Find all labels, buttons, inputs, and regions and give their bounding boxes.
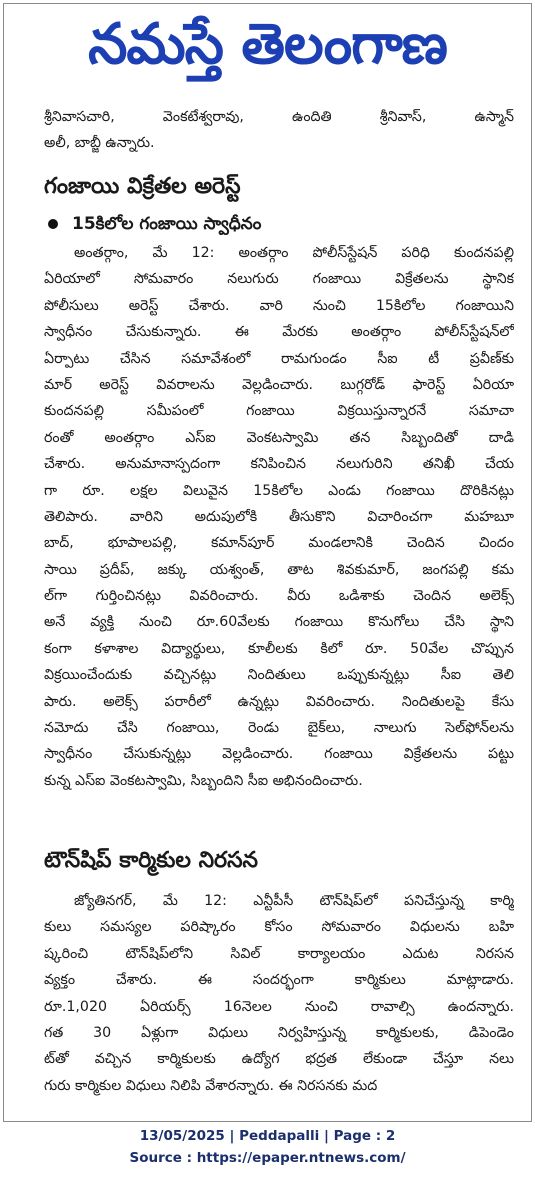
text-line: విక్రయించేందుకు వచ్చినట్లు నిందితులు ఒప్పుకున్నట్లు సీఐ తెలి [44,667,514,684]
text-line: ఏర్పాటు చేసిన సమావేశంలో రామగుండం సీఐ టీ ప్రవీణ్‌కు [44,350,514,367]
text-line: అంతర్గాం, మే 12: అంతర్గాం పోలీస్‌స్టేషన్ పరిధి కుందనపల్లి [74,245,514,261]
cut-off-text-line [44,94,514,104]
masthead-title: నమస్తే తెలంగాణ [88,12,447,77]
bullet-icon [48,219,58,229]
footer-source-link: Source : https://epaper.ntnews.com/ [129,1150,406,1166]
footer-date-edition-page: 13/05/2025 | Peddapalli | Page : 2 [139,1128,396,1144]
text-line: పోలీసులు అరెస్ట్ చేశారు. వారి నుంచి 15కిలోల గంజాయిని [44,297,514,314]
subhead-text: 15కిలోల గంజాయి స్వాధీనం [72,214,262,234]
text-line: గా రూ. లక్షల విలువైన 15కిలోల ఎండు గంజాయి దొరికినట్లు [44,482,514,499]
intro-text [44,104,514,157]
text-line: కంగా కళాశాల విద్యార్థులు, కూలీలకు కిలో రూ. 50వేల చొప్పున [44,640,514,657]
text-line: ల్‌గా గుర్తించినట్లు వివరించారు. వీరు ఒడిశాకు చెందిన అలెక్స్ [44,588,514,605]
text-line: చేశారు. అనుమానాస్పదంగా కనిపించిన నలుగురిని తనిఖీ చేయ [44,456,514,473]
article-subhead [48,211,261,237]
text-line: అలీ, బాబ్జీ ఉన్నారు. [44,135,155,152]
text-line: వ్యక్తం చేశారు. ఈ సందర్భంగా కార్మికులు మాట్లాడారు. [44,972,514,989]
text-line: ష్కరించి టౌన్‌షిప్‌లోని సివిల్ కార్యాలయం ఎదుట నిరసన [44,945,514,962]
text-line: ట్‌తో వచ్చిన కార్మికులకు ఉద్యోగ భద్రత లేకుండా చేస్తూ నలు [44,1051,514,1068]
text-line: రూ.1,020 ఏరియర్స్ 16నెలల నుంచి రావాల్సి ఉందన్నారు. [44,998,514,1015]
text-line: అనే వ్యక్తి నుంచి రూ.60వేలకు గంజాయి కొనుగోలు చేసి స్థాని [44,614,514,631]
masthead [4,4,531,86]
text-line: పారు. అలెక్స్ పరారీలో ఉన్నట్లు వివరించారు. నిందితులపై కేసు [44,693,514,710]
text-line: సాయి ప్రదీప్, జక్కు యశ్వంత్, తాట శివకుమార్, జంగపల్లి కమ [44,561,514,578]
article-headline-township-protest: టౌన్‌షిప్ కార్మికుల నిరసన [44,848,258,873]
text-line: గత 30 ఏళ్లుగా విధులు నిర్వహిస్తున్న కార్మికులకు, డిపెండెం [44,1024,514,1041]
text-line: స్వాధీనం చేసుకున్నట్లు వెల్లడించారు. గంజాయి విక్రేతలను పట్టు [44,746,514,763]
text-line: ఏరియాలో సోమవారం నలుగురు గంజాయి విక్రేతలను స్థానిక [44,271,514,288]
text-line: బాద్, భూపాలపల్లి, కమాన్‌పూర్ మండలానికి చెందిన చిందం [44,535,514,552]
text-line: మార్ అరెస్ట్ వివరాలను వెల్లడించారు. బుగ్గరోడ్ ఫారెస్ట్ ఏరియా [44,376,514,393]
text-line: కుందనపల్లి సమీపంలో గంజాయి విక్రయిస్తున్నారనే సమాచా [44,403,514,420]
text-line: కులు సమస్యల పరిష్కారం కోసం సోమవారం విధులను బహి [44,919,514,936]
article-body-ganja-arrest [44,240,514,794]
text-line: శ్రీనివాసచారి, వెంకటేశ్వరావు, ఉందితి శ్రీనివాస్, ఉస్మాన్ [44,109,514,125]
text-line: గురు కార్మికుల విధులు నిలిపి వేశారన్నారు. ఈ నిరసనకు మద [44,1077,378,1094]
text-line: స్వాధీనం చేసుకున్నారు. ఈ మేరకు అంతర్గాం పోలీస్‌స్టేషన్‌లో [44,324,514,341]
newspaper-clipping [3,3,532,1122]
article-body-township-protest [44,888,514,1099]
article-headline-ganja-arrest: గంజాయి విక్రేతల అరెస్ట్ [44,174,241,199]
text-line: కున్న ఎస్ఐ వెంకటస్వామి, సిబ్బందిని సీఐ అభినందించారు. [44,772,363,789]
text-line: నమోదు చేసి గంజాయి, రెండు బైక్‌లు, నాలుగు సెల్‌ఫోన్‌లను [44,720,514,737]
text-line: తెలిపారు. వారిని అదుపులోకి తీసుకొని విచారించగా మహబూ [44,508,514,525]
text-line: జ్యోతినగర్, మే 12: ఎన్టీపీసీ టౌన్‌షిప్‌లో పనిచేస్తున్న కార్మి [74,893,514,909]
text-line: రంతో అంతర్గాం ఎస్ఐ వెంకటస్వామి తన సిబ్బందితో దాడి [44,429,514,446]
